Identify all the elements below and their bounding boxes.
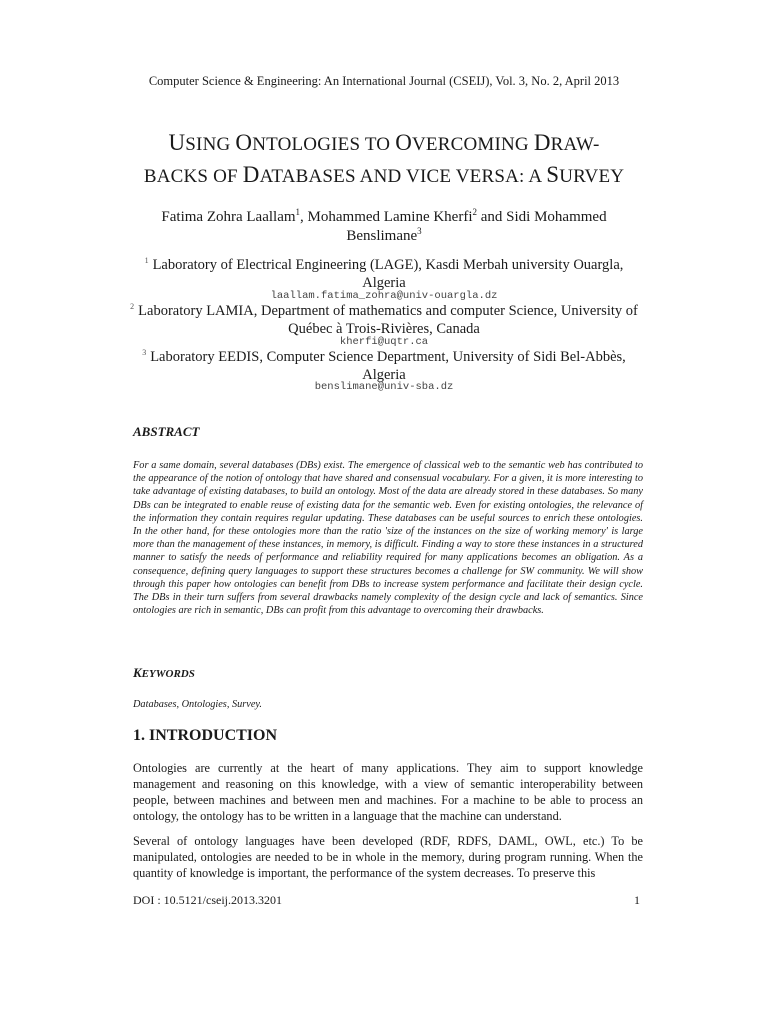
title-word: USING bbox=[168, 130, 236, 155]
intro-paragraph: Several of ontology languages have been developed (RDF, RDFS, DAML, OWL, etc.) To be manipulated, ontologies are needed to be in whole in the memory, during program running. When the quantity of knowledge is important, the performance of the system decreases. To preserve this bbox=[133, 834, 643, 880]
title-word: BACKS OF bbox=[143, 166, 243, 187]
page-number: 1 bbox=[634, 893, 640, 907]
author-affil-mark: 1 bbox=[295, 207, 301, 217]
title-word: SURVEY bbox=[546, 162, 625, 187]
abstract-text: For a same domain, several databases (DBs) exist. The emergence of classical web to the semantic web has contributed to the appearance of the notion of ontology that have shared and consensual vocabulary. For a given, it is more interesting to take advantage of existing databases, to build an ontology. Most of the data are already stored in these databases. So many DBs can be integrated to enable reuse of existing data for the semantic web. Even for existing ontologies, the relevance of the information they contain requires regular updating. These databases can be useful sources to enrich these ontologies. In the other hand, for these ontologies more than the ratio 'size of the instances on the size of working memory' is large more than the management of these instances, in memory, is difficult. Finding a way to store these instances in a structured manner to satisfy the needs of performance and reliability required for many applications becomes an obligation. As a consequence, defining query languages to support these structures becomes a challenge for SW community. We will show through this paper how ontologies can benefit from DBs to increase system performance and facilitate their design cycle. The DBs in their turn suffers from several drawbacks namely complexity of the design cycle and lack of semantics. Since ontologies are rich in semantic, DBs can profit from this advantage to overcoming their drawbacks. bbox=[133, 460, 643, 617]
email-1[interactable]: laallam.fatima_zohra@univ-ouargla.dz bbox=[270, 290, 498, 302]
author-name: Benslimane bbox=[346, 228, 418, 244]
email-3[interactable]: benslimane@univ-sba.dz bbox=[314, 381, 454, 393]
email-2[interactable]: kherfi@uqtr.ca bbox=[339, 336, 429, 348]
author-affil-mark: 2 bbox=[472, 207, 477, 217]
keywords-text: Databases, Ontologies, Survey. bbox=[133, 699, 262, 710]
author-name: Mohammed Lamine Kherfi bbox=[307, 209, 473, 225]
title-line-1 bbox=[100, 128, 668, 160]
author-line-1: Fatima Zohra Laallam$^1$, Mohammed Lamine Kherfi$^2$ and Sidi Mohammed bbox=[161, 207, 607, 225]
title-word: DRAW- bbox=[533, 130, 600, 155]
footer-doi: DOI : 10.5121/cseij.2013.3201 bbox=[133, 893, 282, 907]
title-word: DATABASES AND VICE VERSA: A bbox=[242, 162, 547, 187]
affiliation-3: $^3$ Laboratory EEDIS, Computer Science Department, University of Sidi Bel-Abbès, Algeria bbox=[142, 348, 626, 383]
abstract-heading: ABSTRACT bbox=[133, 424, 200, 439]
title-word: OVERCOMING bbox=[395, 130, 534, 155]
author-line-2 bbox=[130, 227, 638, 246]
affiliation-1: $^1$ Laboratory of Electrical Engineering (LAGE), Kasdi Merbah university Ouargla, Algeria bbox=[144, 256, 624, 291]
author-affil-mark: 3 bbox=[417, 226, 422, 236]
author-list bbox=[130, 208, 638, 246]
keywords-heading: KEYWORDS bbox=[133, 665, 195, 680]
title-line-2 bbox=[100, 160, 668, 192]
section-heading-introduction: 1. INTRODUCTION bbox=[133, 727, 278, 744]
affiliation-2: $^2$ Laboratory LAMIA, Department of mathematics and computer Science, University of Québec à Trois-Rivières, Canada bbox=[130, 302, 638, 337]
title-word: ONTOLOGIES TO bbox=[235, 130, 396, 155]
paper-title bbox=[100, 128, 668, 192]
intro-paragraph: Ontologies are currently at the heart of many applications. They aim to support knowledge management and reasoning on this knowledge, with a view of semantic interoperability between people, between machines and between men and machines. For a machine to be able to process an ontology, the ontology has to be written in a language that the machine can understand. bbox=[133, 761, 643, 823]
journal-header: Computer Science & Engineering: An International Journal (CSEIJ), Vol. 3, No. 2, April 2013 bbox=[148, 74, 620, 88]
author-name: Fatima Zohra Laallam bbox=[161, 209, 296, 225]
